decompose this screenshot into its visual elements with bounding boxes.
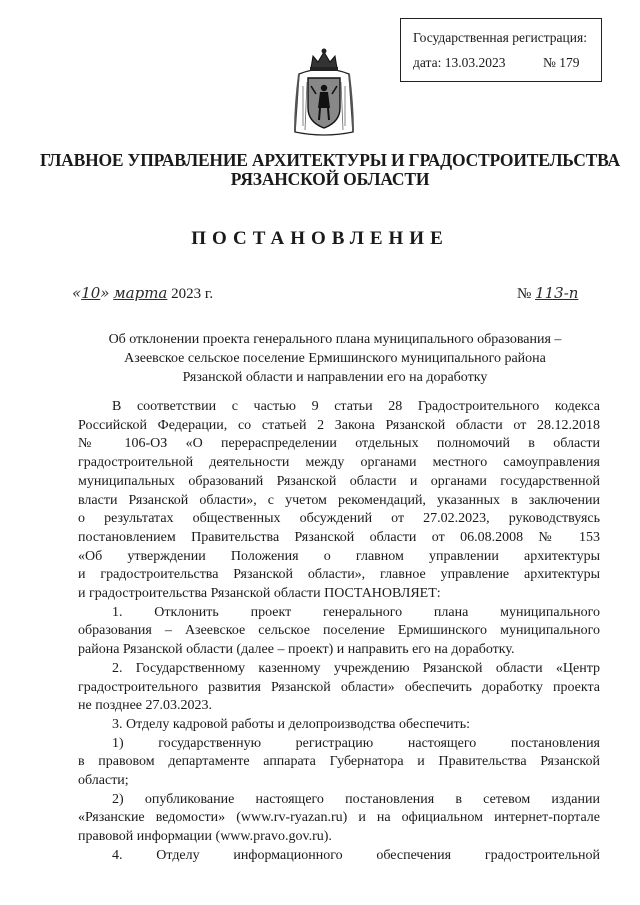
body-line: постановлением Правительства Рязанской области от 06.08.2008 № 153 <box>78 529 600 545</box>
number-value: 113-п <box>535 284 579 302</box>
body-line: № 106-ОЗ «О перераспределении отдельных полномочий в области <box>78 436 600 452</box>
date-open-quote: « <box>72 284 82 302</box>
registration-date-line <box>413 55 580 70</box>
subject-line: Азеевское сельское поселение Ермишинского муниципального района <box>124 351 546 366</box>
organization-name-line1: ГЛАВНОЕ УПРАВЛЕНИЕ АРХИТЕКТУРЫ И ГРАДОСТРОИТЕЛЬСТВА <box>40 150 620 170</box>
registration-stamp <box>400 18 602 82</box>
document-type-title: ПОСТАНОВЛЕНИЕ <box>191 228 449 249</box>
organization-name-line2: РЯЗАНСКОЙ ОБЛАСТИ <box>230 169 430 189</box>
body-line: района Рязанской области (далее – проект) и направить его на доработку. <box>78 642 515 658</box>
body-line: о результатах общественных обсуждений от 27.02.2023, руководствуясь <box>78 511 600 527</box>
number-prefix: № <box>517 286 532 302</box>
document-number <box>517 284 578 303</box>
body-line: образования – Азеевское сельское поселение Ермишинского муниципального <box>78 623 600 639</box>
body-line: 2) опубликование настоящего постановления в сетевом издании <box>112 791 600 807</box>
date-month: марта <box>113 284 168 302</box>
body-line: 1) государственную регистрацию настоящего постановления <box>112 735 600 751</box>
body-line: в правовом департаменте аппарата Губернатора и Правительства Рязанской <box>78 754 600 770</box>
date-year: 2023 г. <box>167 286 214 302</box>
document-body <box>78 398 600 866</box>
body-line: «Об утверждении Положения о главном управлении архитектуры <box>78 548 600 564</box>
body-line: 4. Отделу информационного обеспечения градостроительной <box>112 847 600 863</box>
body-line: «Рязанские ведомости» (www.rv-ryazan.ru) и на официальном интернет-портале <box>78 810 600 826</box>
body-line: муниципальных образований Рязанской области и органами государственной <box>78 473 600 489</box>
body-line: градостроительного развития Рязанской области» обеспечить доработку проекта <box>78 679 600 695</box>
body-line: и градостроительства Рязанской области ПОСТАНОВЛЯЕТ: <box>78 586 441 602</box>
body-line: 2. Государственному казенному учреждению Рязанской области «Центр <box>112 660 600 676</box>
body-line: Российской Федерации, со статьей 2 Закона Рязанской области от 28.12.2018 <box>78 417 600 433</box>
registration-date: дата: 13.03.2023 <box>413 55 506 70</box>
body-line: 3. Отделу кадровой работы и делопроизводства обеспечить: <box>112 716 471 732</box>
body-line: области; <box>78 773 129 789</box>
body-line: градостроительной деятельности между органами местного самоуправления <box>78 455 600 471</box>
subject-line: Рязанской области и направлении его на доработку <box>182 370 488 385</box>
date-day: 10 <box>81 284 101 302</box>
body-line: правовой информации (www.pravo.gov.ru). <box>78 829 332 845</box>
date-close-quote: » <box>100 284 110 302</box>
subject-line: Об отклонении проекта генерального плана муниципального образования – <box>108 332 562 347</box>
registration-title: Государственная регистрация: <box>413 30 587 45</box>
body-line: В соответствии с частью 9 статьи 28 Градостроительного кодекса <box>112 399 600 414</box>
body-line: 1. Отклонить проект генерального плана муниципального <box>112 604 600 620</box>
document-date <box>72 284 213 303</box>
body-line: и градостроительства Рязанской области», главное управление архитектуры <box>78 567 600 583</box>
body-line: власти Рязанской области», с учетом рекомендаций, указанных в заключении <box>78 492 600 508</box>
coat-of-arms-icon <box>291 46 357 140</box>
registration-number: № 179 <box>543 55 580 70</box>
document-subject <box>70 330 600 387</box>
body-line: не позднее 27.03.2023. <box>78 698 213 714</box>
